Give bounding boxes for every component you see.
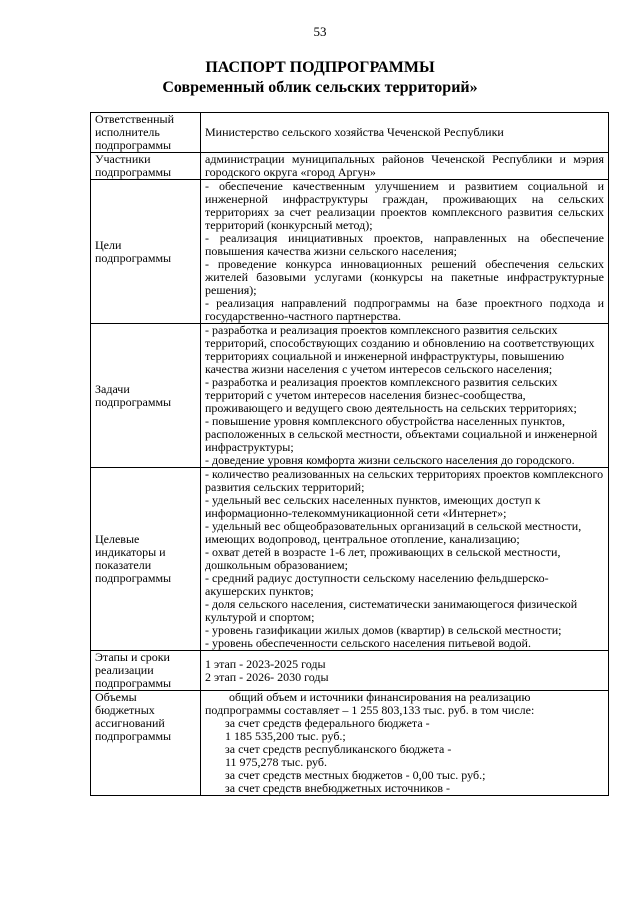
indicator-item: - количество реализованных на сельских территориях проектов комплексного развития сельских территорий; — [205, 467, 604, 494]
title-line-2: Современный облик сельских территорий» — [162, 79, 478, 96]
page-title — [0, 58, 640, 98]
title-line-1: ПАСПОРТ ПОДПРОГРАММЫ — [205, 59, 435, 76]
budget-local: за счет средств местных бюджетов - 0,00 тыс. руб.; — [225, 768, 486, 782]
value-indicators — [201, 468, 609, 651]
budget-federal-value: 1 185 535,200 тыс. руб.; — [225, 729, 346, 743]
row-responsible — [91, 113, 609, 153]
indicator-item: - охват детей в возрасте 1-6 лет, проживающих в сельской местности, дошкольным образованием; — [205, 545, 561, 572]
indicator-item: - доля сельского населения, систематически занимающегося физической культурой и спортом; — [205, 597, 578, 624]
goal-item: - реализация направлений подпрограммы на базе проектного подхода и государственно-частного партнерства. — [205, 296, 604, 323]
label-stages: Этапы и сроки реализации подпрограммы — [91, 651, 201, 691]
stage-item: 1 этап - 2023-2025 годы — [205, 656, 326, 671]
label-tasks: Задачи подпрограммы — [91, 324, 201, 468]
budget-federal-label: за счет средств федерального бюджета - — [225, 716, 430, 730]
value-participants: администрации муниципальных районов Чеченской Республики и мэрия городского округа «город Аргун» — [201, 153, 609, 180]
goal-item: - обеспечение качественным улучшением и развитием социальной и инженерной инфраструктуры граждан, проживающих на сельских территориях за счет реализации проектов комплексного развития сельских территорий (конкурсный метод); — [205, 179, 604, 232]
indicator-item: - удельный вес сельских населенных пунктов, имеющих доступ к информационно-телекоммуникационной сети «Интернет»; — [205, 493, 541, 520]
task-item: - повышение уровня комплексного обустройства населенных пунктов, расположенных в сельской местности, объектами социальной и инженерной инфраструктуры; — [205, 414, 598, 454]
stage-item: 2 этап - 2026- 2030 годы — [205, 669, 329, 684]
page-number: 53 — [313, 24, 327, 39]
row-tasks — [91, 324, 609, 468]
budget-republic-value: 11 975,278 тыс. руб. — [225, 755, 327, 769]
indicator-item: - уровень газификации жилых домов (квартир) в сельской местности; — [205, 623, 562, 637]
row-indicators — [91, 468, 609, 651]
task-item: - доведение уровня комфорта жизни сельского населения до городского. — [205, 453, 575, 467]
value-tasks — [201, 324, 609, 468]
budget-republic-label: за счет средств республиканского бюджета - — [225, 742, 452, 756]
passport-table — [90, 112, 609, 796]
goal-item: - проведение конкурса инновационных решений обеспечения сельских жителей базовыми услугами (конкурсы на пакетные инфраструктурные решения); — [205, 257, 604, 297]
row-goals — [91, 180, 609, 324]
row-budget — [91, 691, 609, 796]
label-indicators: Целевые индикаторы и показатели подпрограммы — [91, 468, 201, 651]
value-stages — [201, 651, 609, 691]
row-stages — [91, 651, 609, 691]
value-responsible: Министерство сельского хозяйства Чеченской Республики — [201, 113, 609, 153]
label-goals: Цели подпрограммы — [91, 180, 201, 324]
indicator-item: - средний радиус доступности сельскому населению фельдшерско-акушерских пунктов; — [205, 571, 549, 598]
value-budget — [201, 691, 609, 796]
label-budget: Объемы бюджетных ассигнований подпрограммы — [91, 691, 201, 796]
label-responsible: Ответственный исполнитель подпрограммы — [91, 113, 201, 153]
indicator-item: - уровень обеспеченности сельского населения питьевой водой. — [205, 636, 531, 650]
indicator-item: - удельный вес общеобразовательных организаций в сельской местности, имеющих водопровод, центральное отопление, канализацию; — [205, 519, 582, 546]
row-participants — [91, 153, 609, 180]
budget-intro: общий объем и источники финансирования на реализацию подпрограммы составляет – 1 255 803,133 тыс. руб. в том числе: — [205, 690, 535, 717]
task-item: - разработка и реализация проектов комплексного развития сельских территорий с учетом интересов населения бизнес-сообщества, проживающего и ведущего свою деятельность на сельских территориях; — [205, 375, 577, 415]
task-item: - разработка и реализация проектов комплексного развития сельских территорий, способствующих созданию и обновлению на соответствующих территориях социальной и инженерной инфраструктуры, повышению качества жизни населения с учетом интересов сельского населения; — [205, 323, 595, 376]
label-participants: Участники подпрограммы — [91, 153, 201, 180]
goal-item: - реализация инициативных проектов, направленных на обеспечение повышения качества жизни сельского населения; — [205, 231, 604, 258]
budget-extra: за счет средств внебюджетных источников - — [225, 781, 451, 795]
value-goals — [201, 180, 609, 324]
